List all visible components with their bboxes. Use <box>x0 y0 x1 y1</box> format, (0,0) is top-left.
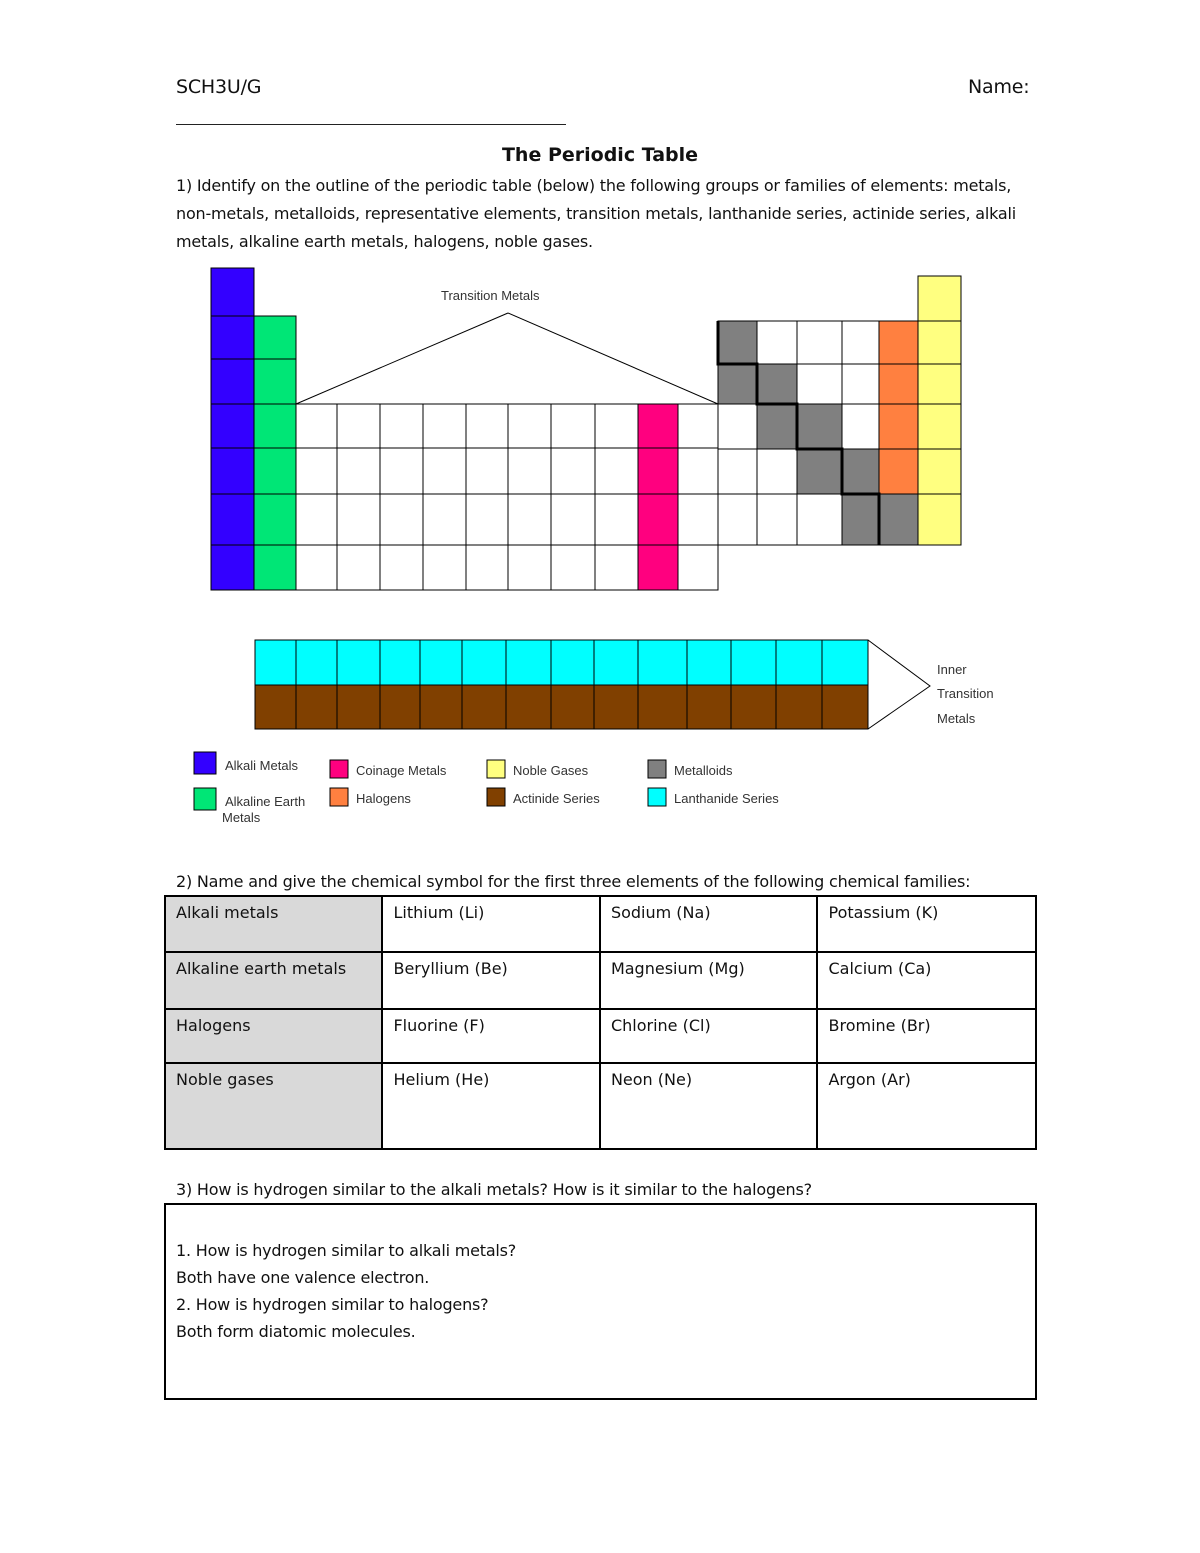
question-1: 1) Identify on the outline of the periodic table (below) the following groups or families of elements: metals, non-metals, metalloids, representative elements, transition metals, lanthanide series, actinide series, alkali metals, alkaline earth metals, halogens, noble gases. <box>176 176 1016 251</box>
question-3: 3) How is hydrogen similar to the alkali metals? How is it similar to the halogens? <box>176 1180 812 1199</box>
metalloid-cell <box>718 321 757 364</box>
lanthanide-cell <box>255 640 296 685</box>
actinide-cell <box>776 685 822 729</box>
transition-cell <box>508 448 551 494</box>
element-cell[interactable]: Chlorine (Cl) <box>600 1009 818 1063</box>
legend-label: Metals <box>222 810 261 825</box>
transition-cell <box>551 545 595 590</box>
alkali-cell <box>211 316 254 359</box>
p-block-cell <box>797 494 842 545</box>
transition-cell <box>595 404 638 448</box>
legend-swatch <box>330 788 348 806</box>
legend-swatch <box>648 760 666 778</box>
lanthanide-cell <box>506 640 551 685</box>
element-cell[interactable]: Sodium (Na) <box>600 896 818 952</box>
halogen-cell <box>879 321 918 364</box>
legend-swatch <box>194 788 216 810</box>
legend-label: Halogens <box>356 791 411 806</box>
metalloid-cell <box>797 449 842 494</box>
transition-metals-label: Transition Metals <box>441 288 540 303</box>
lanthanide-cell <box>337 640 380 685</box>
p-block-cell <box>718 449 757 494</box>
coinage-cell <box>638 448 678 494</box>
inner-transition-arrow <box>868 640 930 729</box>
alkaline-earth-cell <box>254 448 296 494</box>
inner-transition-label: Inner <box>937 662 967 677</box>
actinide-cell <box>638 685 687 729</box>
alkaline-earth-cell <box>254 404 296 448</box>
p-block-cell <box>718 404 757 449</box>
answer-line-1: 1. How is hydrogen similar to alkali metals? <box>176 1241 517 1260</box>
transition-cell <box>296 494 337 545</box>
transition-cell <box>337 494 380 545</box>
transition-roof-left <box>296 313 508 404</box>
metalloid-cell <box>718 364 757 404</box>
metalloid-cell <box>842 494 879 545</box>
page-title: The Periodic Table <box>501 144 699 166</box>
coinage-cell <box>638 494 678 545</box>
lanthanide-cell <box>462 640 506 685</box>
legend-label: Lanthanide Series <box>674 791 779 806</box>
p-block-cell <box>842 321 879 364</box>
transition-cell <box>380 494 423 545</box>
lanthanide-cell <box>380 640 420 685</box>
table-row <box>165 1063 1036 1149</box>
p-block-cell <box>718 494 757 545</box>
legend-label: Metalloids <box>674 763 733 778</box>
answer-line-4: Both form diatomic molecules. <box>176 1322 416 1341</box>
alkali-cell <box>211 268 254 316</box>
legend-label: Alkali Metals <box>225 758 298 773</box>
coinage-cell <box>638 404 678 448</box>
inner-transition-label: Metals <box>937 711 976 726</box>
transition-cell <box>423 404 466 448</box>
actinide-cell <box>551 685 594 729</box>
noble-gas-cell <box>918 364 961 404</box>
alkaline-earth-cell <box>254 494 296 545</box>
inner-transition-label: Transition <box>937 686 994 701</box>
transition-cell <box>595 545 638 590</box>
transition-cell <box>678 404 718 448</box>
metalloid-cell <box>757 364 797 404</box>
actinide-cell <box>506 685 551 729</box>
coinage-cell <box>638 545 678 590</box>
metalloid-cell <box>757 404 797 449</box>
actinide-cell <box>594 685 638 729</box>
legend-label: Alkaline Earth <box>225 794 306 809</box>
transition-cell <box>337 404 380 448</box>
transition-roof-right <box>508 313 718 404</box>
lanthanide-cell <box>822 640 868 685</box>
transition-cell <box>678 494 718 545</box>
legend-label: Actinide Series <box>513 791 600 806</box>
element-cell[interactable]: Argon (Ar) <box>817 1063 1036 1149</box>
alkali-cell <box>211 545 254 590</box>
families-table <box>164 895 1037 1150</box>
transition-cell <box>466 494 508 545</box>
legend-swatch <box>487 788 505 806</box>
lanthanide-cell <box>638 640 687 685</box>
transition-cell <box>595 494 638 545</box>
transition-cell <box>678 545 718 590</box>
transition-cell <box>466 448 508 494</box>
family-cell: Alkali metals <box>165 896 382 952</box>
legend-swatch <box>648 788 666 806</box>
noble-gas-cell <box>918 404 961 449</box>
lanthanide-cell <box>551 640 594 685</box>
transition-cell <box>551 404 595 448</box>
actinide-cell <box>380 685 420 729</box>
halogen-cell <box>879 364 918 404</box>
p-block-cell <box>797 364 842 404</box>
actinide-cell <box>687 685 731 729</box>
transition-cell <box>595 448 638 494</box>
element-cell[interactable]: Fluorine (F) <box>382 1009 599 1063</box>
name-label: Name: <box>968 76 1030 98</box>
halogen-cell <box>879 449 918 494</box>
noble-gas-cell <box>918 449 961 494</box>
metalloid-cell <box>842 449 879 494</box>
transition-cell <box>508 545 551 590</box>
metalloid-cell <box>879 494 918 545</box>
transition-cell <box>423 545 466 590</box>
element-cell[interactable]: Helium (He) <box>382 1063 599 1149</box>
alkaline-earth-cell <box>254 316 296 359</box>
legend-swatch <box>487 760 505 778</box>
noble-gas-cell <box>918 276 961 321</box>
lanthanide-cell <box>687 640 731 685</box>
alkaline-earth-cell <box>254 359 296 404</box>
actinide-cell <box>822 685 868 729</box>
alkali-cell <box>211 359 254 404</box>
actinide-cell <box>731 685 776 729</box>
actinide-cell <box>462 685 506 729</box>
transition-cell <box>508 494 551 545</box>
element-cell[interactable]: Lithium (Li) <box>382 896 599 952</box>
transition-cell <box>296 404 337 448</box>
transition-cell <box>296 448 337 494</box>
element-cell[interactable]: Potassium (K) <box>817 896 1036 952</box>
family-cell: Halogens <box>165 1009 382 1063</box>
actinide-cell <box>255 685 296 729</box>
alkali-cell <box>211 404 254 448</box>
table-row <box>165 896 1036 952</box>
element-cell[interactable]: Calcium (Ca) <box>817 952 1036 1009</box>
answer-line-2: Both have one valence electron. <box>176 1268 430 1287</box>
legend-swatch <box>194 752 216 774</box>
halogen-cell <box>879 404 918 449</box>
metalloid-cell <box>797 404 842 449</box>
actinide-cell <box>337 685 380 729</box>
transition-cell <box>466 404 508 448</box>
lanthanide-cell <box>594 640 638 685</box>
legend-label: Noble Gases <box>513 763 589 778</box>
lanthanide-cell <box>776 640 822 685</box>
table-row <box>165 952 1036 1009</box>
legend-label: Coinage Metals <box>356 763 447 778</box>
element-cell[interactable]: Beryllium (Be) <box>382 952 599 1009</box>
transition-cell <box>466 545 508 590</box>
answer-box[interactable] <box>164 1203 1037 1400</box>
answer-line-3: 2. How is hydrogen similar to halogens? <box>176 1295 489 1314</box>
transition-cell <box>551 448 595 494</box>
noble-gas-cell <box>918 321 961 364</box>
p-block-cell <box>797 321 842 364</box>
transition-cell <box>337 545 380 590</box>
p-block-cell <box>757 321 797 364</box>
transition-cell <box>423 494 466 545</box>
p-block-cell <box>757 494 797 545</box>
alkali-cell <box>211 448 254 494</box>
actinide-cell <box>420 685 462 729</box>
element-cell[interactable]: Magnesium (Mg) <box>600 952 818 1009</box>
course-code: SCH3U/G <box>176 76 262 98</box>
transition-cell <box>380 448 423 494</box>
p-block-cell <box>842 404 879 449</box>
transition-cell <box>296 545 337 590</box>
element-cell[interactable]: Bromine (Br) <box>817 1009 1036 1063</box>
transition-cell <box>551 494 595 545</box>
element-cell[interactable]: Neon (Ne) <box>600 1063 818 1149</box>
transition-cell <box>380 545 423 590</box>
lanthanide-cell <box>731 640 776 685</box>
p-block-cell <box>757 449 797 494</box>
legend-swatch <box>330 760 348 778</box>
alkali-cell <box>211 494 254 545</box>
lanthanide-cell <box>296 640 337 685</box>
table-row <box>165 1009 1036 1063</box>
transition-cell <box>678 448 718 494</box>
noble-gas-cell <box>918 494 961 545</box>
actinide-cell <box>296 685 337 729</box>
question-2: 2) Name and give the chemical symbol for the first three elements of the following chemical families: <box>176 872 971 891</box>
transition-cell <box>380 404 423 448</box>
alkaline-earth-cell <box>254 545 296 590</box>
transition-cell <box>423 448 466 494</box>
family-cell: Alkaline earth metals <box>165 952 382 1009</box>
transition-cell <box>508 404 551 448</box>
p-block-cell <box>842 364 879 404</box>
lanthanide-cell <box>420 640 462 685</box>
family-cell: Noble gases <box>165 1063 382 1149</box>
transition-cell <box>337 448 380 494</box>
